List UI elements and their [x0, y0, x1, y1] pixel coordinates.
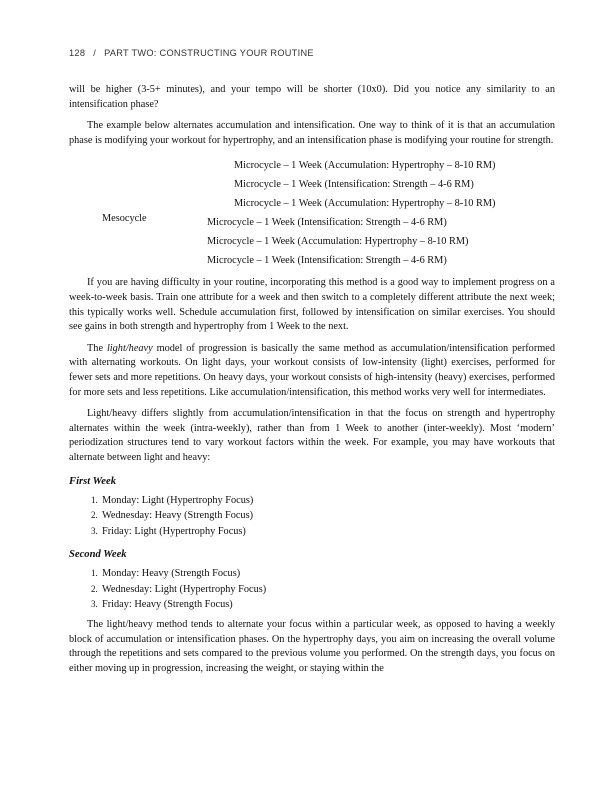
list-item: 3. Friday: Light (Hypertrophy Focus)	[100, 524, 555, 539]
microcycle-row: Microcycle – 1 Week (Intensification: Strength – 4-6 RM)	[234, 179, 474, 191]
paragraph: If you are having difficulty in your routine, incorporating this method is a good way to implement progress on a week-to-week basis. Train one attribute for a week and then switch to a completely different attribute the next week; this typically works well. Schedule accumulation first, followed by intensification on similar exercises. You should see gains in both strength and hypertrophy from 1 Week to the next.	[69, 277, 555, 333]
list-item: 2. Wednesday: Heavy (Strength Focus)	[100, 508, 555, 523]
second-week-heading: Second Week	[69, 548, 127, 560]
list-item: 3. Friday: Heavy (Strength Focus)	[100, 597, 555, 612]
first-week-list	[69, 493, 555, 539]
first-week-heading: First Week	[69, 475, 116, 487]
list-item: 1. Monday: Light (Hypertrophy Focus)	[100, 493, 555, 508]
microcycle-row: Microcycle – 1 Week (Accumulation: Hypertrophy – 8-10 RM)	[234, 160, 496, 172]
list-item: 2. Wednesday: Light (Hypertrophy Focus)	[100, 582, 555, 597]
paragraph: The example below alternates accumulation and intensification. One way to think of it is that an accumulation phase is modifying your workout for hypertrophy, and an intensification phase is modifying your routine for strength.	[69, 120, 555, 146]
microcycle-row: Microcycle – 1 Week (Accumulation: Hypertrophy – 8-10 RM)	[234, 198, 496, 210]
second-week-list	[69, 566, 555, 612]
paragraph	[69, 342, 555, 400]
page-body	[69, 83, 555, 683]
mesocycle-table	[69, 155, 555, 270]
list-item: 1. Monday: Heavy (Strength Focus)	[100, 566, 555, 581]
paragraph-text: model of progression is basically the same method as accumulation/intensification performed with alternating workouts. On light days, your workout consists of low-intensity (light) exercises, performed for fewer sets and more repetitions. On heavy days, your workout consists of high-intensity (heavy) exercises, performed for more sets and less repetitions. Like accumulation/intensification, this method works very well for intermediates.	[69, 342, 555, 398]
running-title: PART TWO: CONSTRUCTING YOUR ROUTINE	[104, 48, 314, 58]
paragraph: The light/heavy method tends to alternate your focus within a particular week, as opposed to having a weekly block of accumulation or intensification phases. On the hypertrophy days, you aim on increasing the overall volume through the repetitions and sets compared to the previous volume you performed. On the strength days, you focus on either moving up in progression, increasing the weight, or staying within the	[69, 618, 555, 674]
emphasis-light-heavy: light/heavy	[106, 342, 153, 354]
running-header	[69, 48, 314, 58]
page-number: 128	[69, 48, 86, 58]
microcycle-row: Microcycle – 1 Week (Accumulation: Hypertrophy – 8-10 RM)	[207, 236, 469, 248]
mesocycle-label: Mesocycle	[102, 213, 147, 225]
paragraph-text: The	[87, 342, 107, 354]
microcycle-row: Microcycle – 1 Week (Intensification: Strength – 4-6 RM)	[207, 255, 447, 267]
paragraph: Light/heavy differs slightly from accumulation/intensification in that the focus on strength and hypertrophy alternates within the week (intra-weekly), rather than from 1 Week to another (inter-weekly). Most ‘modern’ periodization structures tend to vary workout factors within the week. For example, you may have workouts that alternate between light and heavy:	[69, 408, 555, 463]
paragraph: will be higher (3-5+ minutes), and your tempo will be shorter (10x0). Did you notice any similarity to an intensification phase?	[69, 84, 555, 110]
header-separator: /	[93, 48, 97, 58]
microcycle-row: Microcycle – 1 Week (Intensification: Strength – 4-6 RM)	[207, 217, 447, 229]
